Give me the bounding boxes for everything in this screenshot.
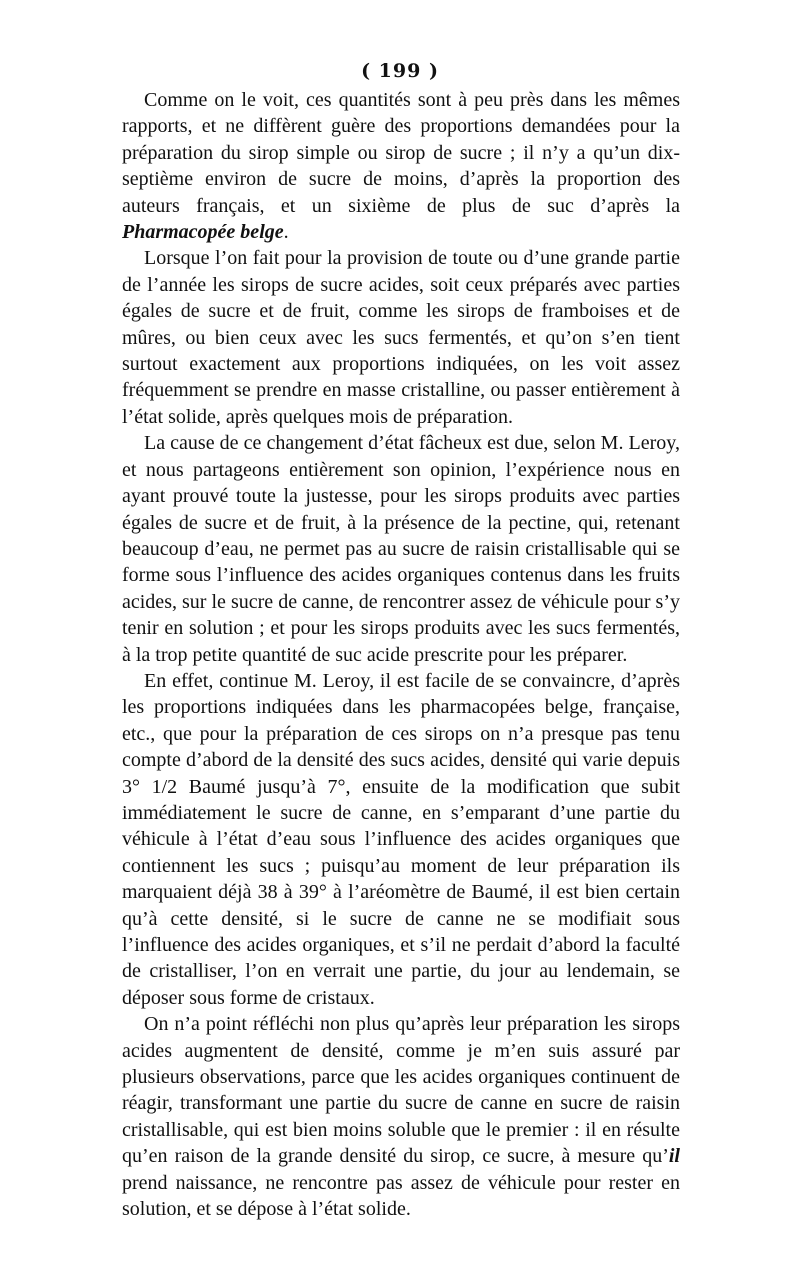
page-number: ( 199 ) xyxy=(361,60,439,82)
paragraph-2-text: Lorsque l’on fait pour la provision de toute ou d’une grande partie de l’année les sirops de sucre acides, soit ceux préparés avec parties égales de sucre et de fruit, comme les sirops de framboises et de mûres, ou bien ceux avec les sucs fermentés, et qu’on s’en tient surtout exactement aux proportions indiquées, on les voit assez fréquemment se prendre en masse cristalline, ou passer entièrement à l’état solide, après quelques mois de préparation. xyxy=(122,247,680,428)
paragraph-3-text: La cause de ce changement d’état fâcheux est due, selon M. Leroy, et nous partageons entièrement son opinion, l’expérience nous en ayant prouvé toute la justesse, pour les sirops produits avec parties égales de sucre et de fruit, à la présence de la pectine, qui, retenant beaucoup d’eau, ne permet pas au sucre de raisin cristallisable qui se forme sous l’influence des acides organiques contenus dans les fruits acides, sur le sucre de canne, de rencontrer assez de véhicule pour s’y tenir en solution ; et pour les sirops produits avec les sucs fermentés, à la trop petite quantité de suc acide prescrite pour les préparer. xyxy=(122,432,680,666)
paragraph-3 xyxy=(122,430,680,668)
paragraph-1-text: Comme on le voit, ces quantités sont à peu près dans les mêmes rapports, et ne diffèrent guère des proportions demandées pour la préparation du sirop simple ou sirop de sucre ; il n’y a qu’un dix-septième environ de sucre de moins, d’après la proportion des auteurs français, et un sixième de plus de suc d’après la xyxy=(122,89,680,217)
paragraph-1-end: . xyxy=(283,221,289,244)
paragraph-4 xyxy=(122,668,680,1011)
paragraph-1 xyxy=(122,87,680,245)
paragraph-5-text: On n’a point réfléchi non plus qu’après leur préparation les sirops acides augmentent de densité, comme je m’en suis assuré par plusieurs observations, parce que les acides organiques continuent de réagir, transformant une partie du sucre de canne en sucre de raisin cristallisable, qui est bien moins soluble que le premier : il en résulte qu’en raison de la grande densité du sirop, ce sucre, à mesure qu’ xyxy=(122,1013,680,1168)
paragraph-5 xyxy=(122,1011,680,1222)
paragraph-2 xyxy=(122,245,680,430)
paragraph-4-text: En effet, continue M. Leroy, il est facile de se convaincre, d’après les proportions indiquées dans les pharmacopées belge, française, etc., que pour la préparation de ces sirops on n’a presque pas tenu compte d’abord de la densité des sucs acides, densité qui varie depuis 3° 1/2 Baumé jusqu’à 7°, ensuite de la modification que subit immédiatement le sucre de canne, en s’emparant d’une partie du véhicule à l’état d’eau sous l’influence des acides organiques que contiennent les sucs ; puisqu’au moment de leur préparation ils marquaient déjà 38 à 39° à l’aréomètre de Baumé, il est bien certain qu’à cette densité, si le sucre de canne ne se modifiait sous l’influence des acides organiques, et s’il ne perdait d’abord la faculté de cristalliser, l’on en verrait une partie, du jour au lendemain, se déposer sous forme de cristaux. xyxy=(122,669,680,1009)
paragraph-5-end: prend naissance, ne rencontre pas assez de véhicule pour rester en solution, et se dépose à l’état solide. xyxy=(122,1171,680,1221)
body-text xyxy=(122,87,680,1222)
italic-word-il: il xyxy=(668,1145,680,1168)
book-title-pharmacopee-belge: Pharmacopée belge xyxy=(122,221,284,244)
